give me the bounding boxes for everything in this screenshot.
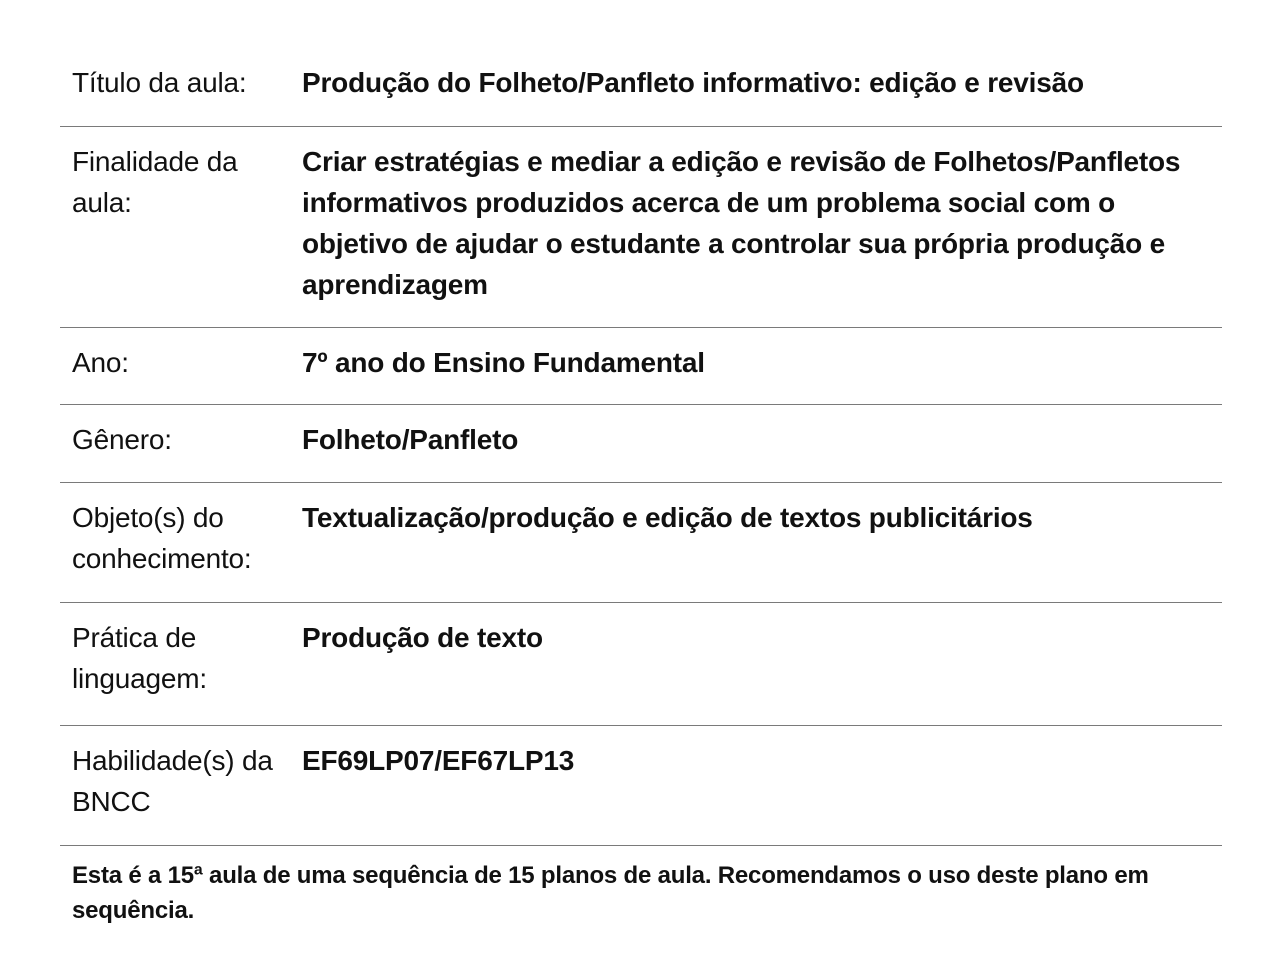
- row-label: Gênero:: [72, 424, 172, 455]
- row-label: Finalidade da aula:: [72, 146, 238, 218]
- row-value: EF69LP07/EF67LP13: [302, 745, 575, 776]
- row-genero: [60, 405, 1222, 483]
- row-value: Produção de texto: [302, 622, 543, 653]
- row-titulo: [60, 48, 1222, 127]
- row-habilidade: [60, 726, 1222, 846]
- row-label: Título da aula:: [72, 67, 247, 98]
- lesson-info-table: [60, 48, 1222, 928]
- row-label: Ano:: [72, 347, 129, 378]
- row-finalidade: [60, 127, 1222, 328]
- sequence-note: Esta é a 15ª aula de uma sequência de 15 planos de aula. Recomendamos o uso deste plano em sequência.: [72, 862, 1149, 924]
- row-pratica: [60, 603, 1222, 726]
- row-label: Objeto(s) do conhecimento:: [72, 502, 252, 574]
- row-label: Prática de linguagem:: [72, 622, 207, 694]
- row-label: Habilidade(s) da BNCC: [72, 745, 273, 817]
- row-objeto: [60, 483, 1222, 603]
- row-value: Criar estratégias e mediar a edição e revisão de Folhetos/Panfletos informativos produzidos acerca de um problema social com o objetivo de ajudar o estudante a controlar sua própria produção e aprendizagem: [302, 146, 1181, 300]
- row-value: Folheto/Panfleto: [302, 424, 519, 455]
- row-value: 7º ano do Ensino Fundamental: [302, 347, 705, 378]
- row-value: Textualização/produção e edição de textos publicitários: [302, 502, 1033, 533]
- row-value: Produção do Folheto/Panfleto informativo: edição e revisão: [302, 67, 1084, 98]
- row-ano: [60, 328, 1222, 405]
